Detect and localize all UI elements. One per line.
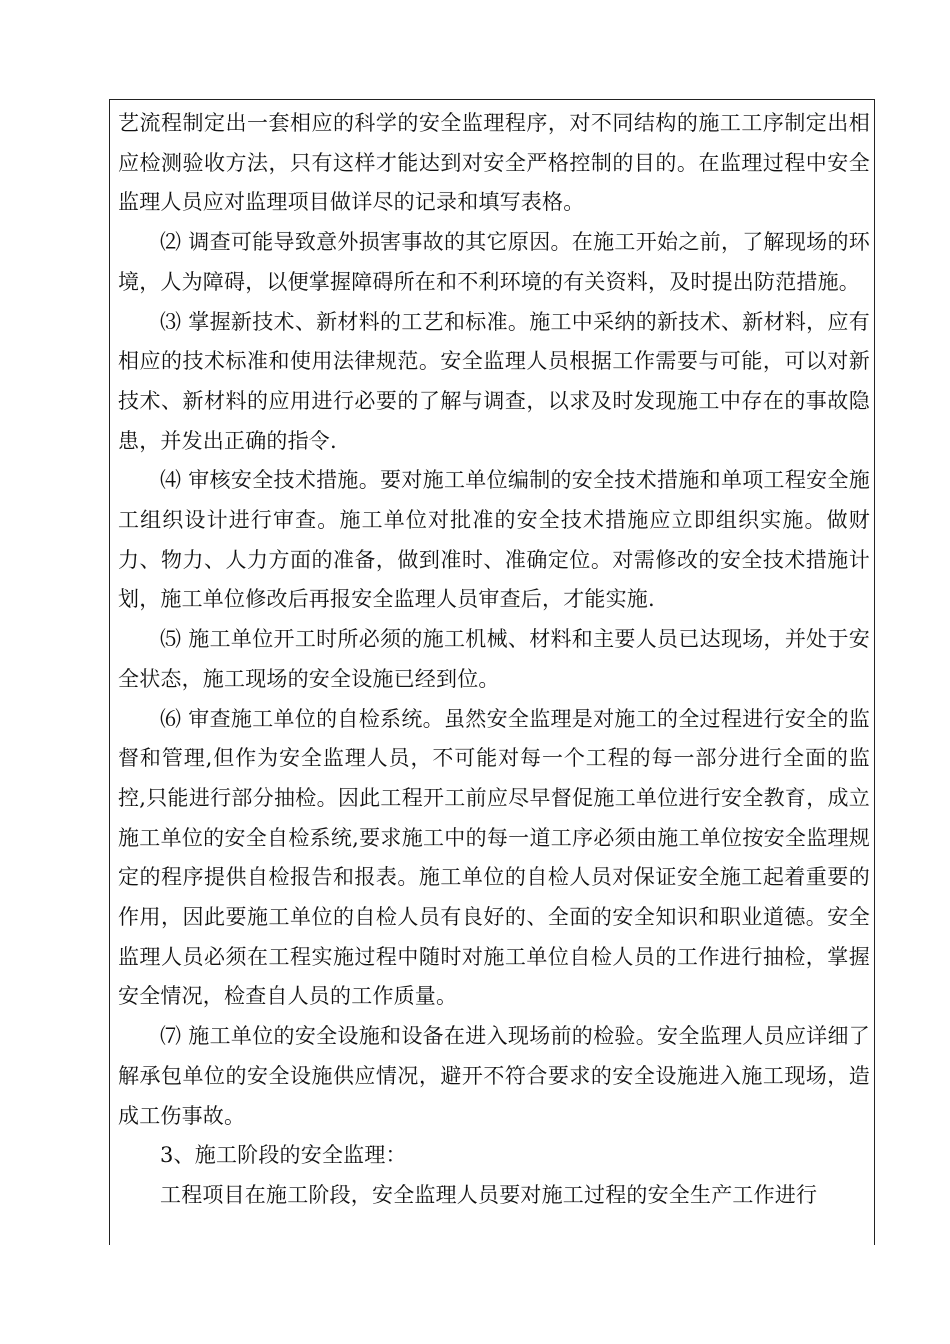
paragraph-item-5: ⑸ 施工单位开工时所必须的施工机械、材料和主要人员已达现场，并处于安全状态，施工现场的安全设施已经到位。: [118, 627, 870, 691]
paragraph-item-6: ⑹ 审查施工单位的自检系统。虽然安全监理是对施工的全过程进行安全的监督和管理,但作为安全监理人员，不可能对每一个工程的每一部分进行全面的监控,只能进行部分抽检。因此工程开工前应尽早督促施工单位进行安全教育，成立施工单位的安全自检系统,要求施工中的每一道工序必须由施工单位按安全监理规定的程序提供自检报告和报表。施工单位的自检人员对保证安全施工起着重要的作用，因此要施工单位的自检人员有良好的、全面的安全知识和职业道德。安全监理人员必须在工程实施过程中随时对施工单位自检人员的工作进行抽检，掌握安全情况，检查自人员的工作质量。: [118, 706, 870, 1009]
paragraph-item-2: ⑵ 调查可能导致意外损害事故的其它原因。在施工开始之前，了解现场的环境，人为障碍，以便掌握障碍所在和不利环境的有关资料，及时提出防范措施。: [118, 230, 870, 294]
paragraph-item-3: ⑶ 掌握新技术、新材料的工艺和标准。施工中采纳的新技术、新材料，应有相应的技术标准和使用法律规范。安全监理人员根据工作需要与可能，可以对新技术、新材料的应用进行必要的了解与调查，以求及时发现施工中存在的事故隐患，并发出正确的指令.: [118, 309, 870, 453]
paragraph-item-4: ⑷ 审核安全技术措施。要对施工单位编制的安全技术措施和单项工程安全施工组织设计进行审查。施工单位对批准的安全技术措施应立即组织实施。做财力、物力、人力方面的准备，做到准时、准确定位。对需修改的安全技术措施计划，施工单位修改后再报安全监理人员审查后，才能实施.: [118, 468, 870, 612]
paragraph-item-7: ⑺ 施工单位的安全设施和设备在进入现场前的检验。安全监理人员应详细了解承包单位的安全设施供应情况，避开不符合要求的安全设施进入施工现场，造成工伤事故。: [118, 1024, 870, 1128]
paragraph-continuation: 艺流程制定出一套相应的科学的安全监理程序，对不同结构的施工工序制定出相应检测验收方法，只有这样才能达到对安全严格控制的目的。在监理过程中安全监理人员应对监理项目做详尽的记录和填写表格。: [118, 111, 870, 215]
section-heading: 3、施工阶段的安全监理：: [160, 1143, 407, 1168]
paragraph-section-intro: 工程项目在施工阶段，安全监理人员要对施工过程的安全生产工作进行: [160, 1182, 818, 1207]
document-body: [118, 104, 870, 1216]
